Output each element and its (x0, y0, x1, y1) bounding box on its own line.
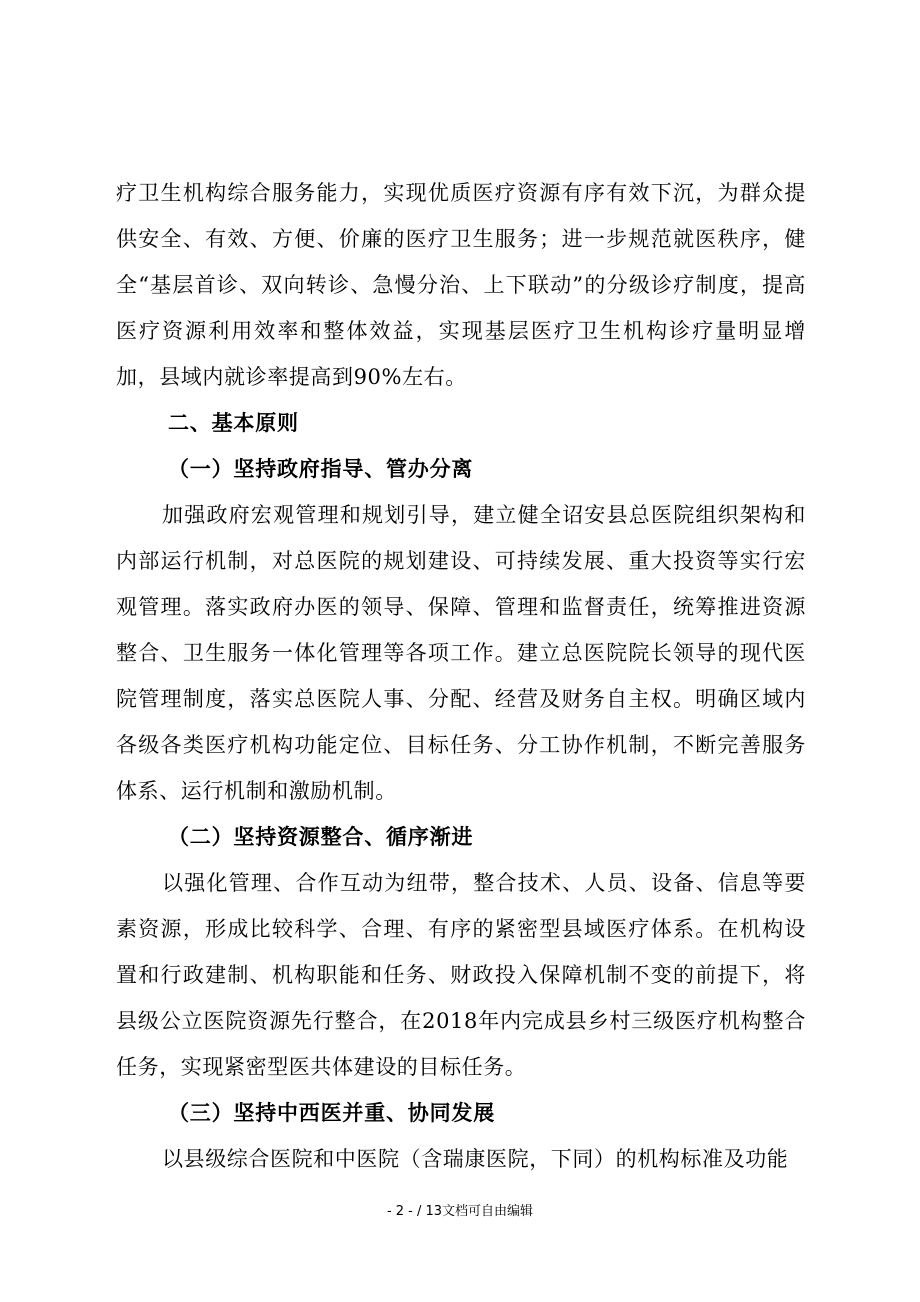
body-paragraph: 以强化管理、合作互动为纽带，整合技术、人员、设备、信息等要素资源，形成比较科学、合理、有序的紧密型县域医疗体系。在机构设置和行政建制、机构职能和任务、财政投入保障机制不变的前提下，将县级公立医院资源先行整合，在2018年内完成县乡村三级医疗机构整合任务，实现紧密型医共体建设的目标任务。 (116, 871, 806, 1079)
body-paragraph: 以县级综合医院和中医院（含瑞康医院，下同）的机构标准及功能 (162, 1147, 789, 1171)
subsection-heading: （一）坚持政府指导、管办分离 (168, 456, 474, 481)
body-paragraph: 加强政府宏观管理和规划引导，建立健全诏安县总医院组织架构和内部运行机制，对总医院的规划建设、可持续发展、重大投资等实行宏观管理。落实政府办医的领导、保障、管理和监督责任，统筹推进资源整合、卫生服务一体化管理等各项工作。建立总医院院长领导的现代医院管理制度，落实总医院人事、分配、经营及财务自主权。明确区域内各级各类医疗机构功能定位、目标任务、分工协作机制，不断完善服务体系、运行机制和激励机制。 (116, 503, 806, 803)
body-paragraph: 疗卫生机构综合服务能力，实现优质医疗资源有序有效下沉，为群众提供安全、有效、方便、价廉的医疗卫生服务；进一步规范就医秩序，健全“基层首诊、双向转诊、急慢分治、上下联动”的分级诊疗制度，提高医疗资源利用效率和整体效益，实现基层医疗卫生机构诊疗量明显增加，县域内就诊率提高到90%左右。 (116, 181, 806, 389)
section-heading: 二、基本原则 (168, 410, 299, 435)
subsection-heading: （二）坚持资源整合、循序渐进 (168, 824, 474, 849)
page-footer: - 2 - / 13文档可自由编辑 (386, 1204, 534, 1219)
subsection-heading: （三）坚持中西医并重、协同发展 (168, 1100, 495, 1125)
document-body (116, 170, 806, 1182)
